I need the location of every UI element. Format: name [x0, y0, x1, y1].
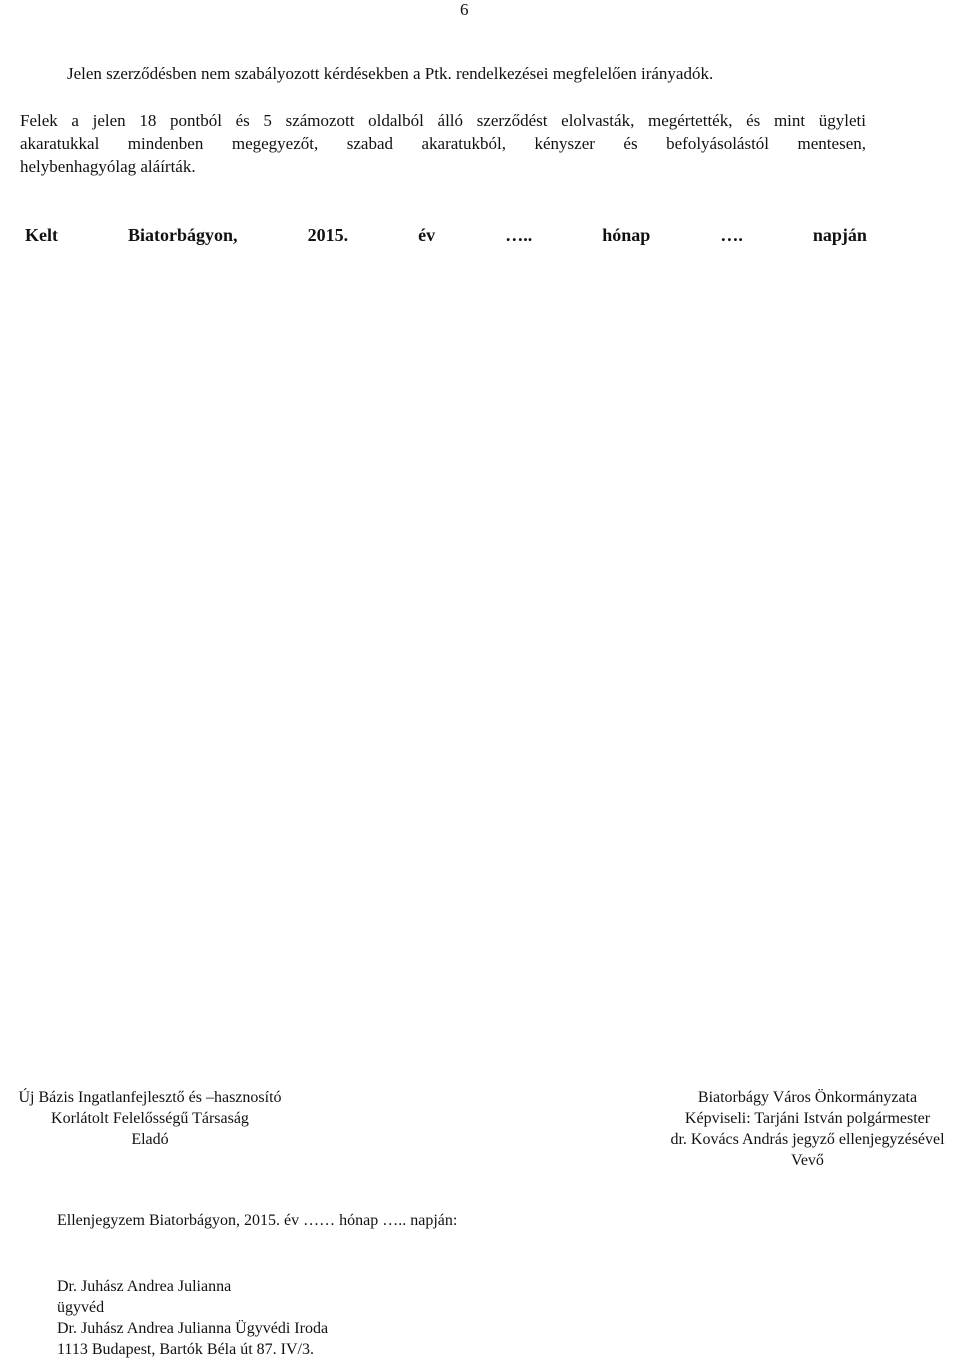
dateline-ev: év [418, 225, 436, 245]
dateline-honap: hónap [602, 225, 651, 245]
dateline-year: 2015. [307, 225, 349, 245]
lawyer-block [57, 1276, 328, 1360]
countersignature-line: Ellenjegyzem Biatorbágyon, 2015. év …… hónap ….. napján: [57, 1212, 458, 1229]
buyer-name: Biatorbágy Város Önkormányzata [697, 1089, 918, 1106]
buyer-role: Vevő [791, 1152, 824, 1169]
page-number: 6 [460, 0, 469, 19]
dateline-place: Biatorbágyon, [128, 225, 238, 245]
seller-signature-block [0, 1087, 300, 1150]
seller-name-line1: Új Bázis Ingatlanfejlesztő és –hasznosító [18, 1089, 282, 1106]
signing-paragraph [20, 109, 866, 178]
buyer-signature-block [655, 1087, 960, 1171]
buyer-countersign: dr. Kovács András jegyző ellenjegyzésével [670, 1131, 945, 1148]
dateline-napjan: napján [812, 225, 867, 245]
lawyer-name: Dr. Juhász Andrea Julianna [57, 1278, 232, 1295]
seller-name-line2: Korlátolt Felelősségű Társaság [51, 1110, 249, 1127]
dateline-kelt: Kelt [25, 225, 58, 245]
lawyer-address: 1113 Budapest, Bartók Béla út 87. IV/3. [57, 1341, 314, 1358]
paragraph-line: akaratukkal mindenben megegyezőt, szabad akaratukból, kényszer és befolyásolástól mentesen, [20, 134, 866, 153]
dateline-month-blank: ….. [505, 225, 533, 245]
paragraph-line: helybenhagyólag aláírták. [20, 157, 196, 176]
seller-role: Eladó [131, 1131, 169, 1148]
paragraph-line: Felek a jelen 18 pontból és 5 számozott oldalból álló szerződést elolvasták, megértették, és mint ügyleti [20, 111, 866, 130]
closing-sentence: Jelen szerződésben nem szabályozott kérdésekben a Ptk. rendelkezései megfelelően irányadók. [67, 64, 714, 83]
buyer-representative: Képviseli: Tarjáni István polgármester [684, 1110, 931, 1127]
lawyer-office: Dr. Juhász Andrea Julianna Ügyvédi Iroda [57, 1320, 329, 1337]
lawyer-title: ügyvéd [57, 1299, 105, 1316]
dateline-day-blank: …. [720, 225, 743, 245]
date-line [25, 225, 867, 246]
